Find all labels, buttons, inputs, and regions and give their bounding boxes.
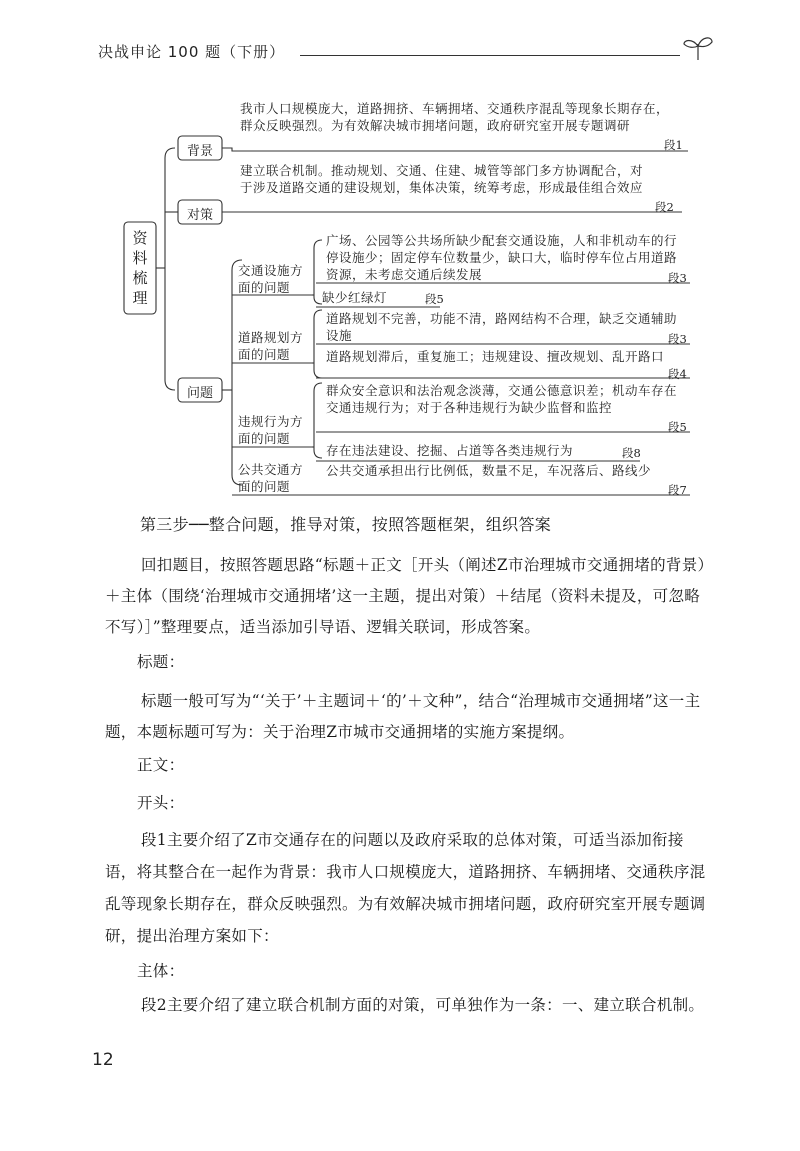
item-text: 缺少红绿灯: [322, 290, 388, 305]
item-text: 群众安全意识和法治观念淡薄，交通公德意识差；机动车存在交通违规行为；对于各种违规行为缺少监督和监控: [326, 383, 678, 415]
segment-ref: 段3: [668, 271, 687, 285]
branch-label-background: 背景: [186, 144, 213, 159]
branch-label-policy: 对策: [186, 208, 213, 223]
item-text: 广场、公园等公共场所缺少配套交通设施，人和非机动车的行停设施少；固定停车位数量少，缺口大，临时停车位占用道路资源，未考虑交通后续发展: [326, 233, 678, 282]
segment-ref: 段2: [655, 200, 674, 214]
page-number: 12: [92, 1050, 114, 1070]
segment-ref: 段5: [668, 420, 687, 434]
segment-ref: 段8: [622, 446, 641, 460]
item-text: 公共交通承担出行比例低，数量不足，车况落后、路线少: [326, 463, 652, 478]
paragraph: 标题一般可写为“‘关于’＋主题词＋‘的’＋文种”，结合“治理城市交通拥堵”这一主题，本题标题可写为：关于治理Z市城市交通拥堵的实施方案提纲。: [105, 692, 701, 741]
segment-ref: 段5: [425, 292, 444, 306]
paragraph: 回扣题目，按照答题思路“标题＋正文［开头（阐述Z市治理城市交通拥堵的背景）＋主体（围绕‘治理城市交通拥堵’这一主题，提出对策）＋结尾（资料未提及，可忽略不写）］”整理要点，适当添加引导语、逻辑关联词，形成答案。: [105, 556, 706, 636]
running-header-title: 决战申论 100 题（下册）: [98, 43, 286, 61]
mindmap-root-node: 资料梳理: [132, 229, 148, 307]
step-heading: 第三步──整合问题，推导对策，按照答题框架，组织答案: [140, 515, 552, 534]
label-body: 正文：: [137, 756, 185, 774]
item-text: 道路规划不完善，功能不清，路网结构不合理，缺乏交通辅助设施: [326, 311, 678, 343]
branch-label-problems: 问题: [186, 386, 213, 401]
item-text: 存在违法建设、挖掘、占道等各类违规行为: [326, 443, 574, 458]
segment-ref: 段7: [668, 483, 687, 497]
item-text: 道路规划滞后，重复施工；违规建设、擅改规划、乱开路口: [326, 349, 665, 364]
label-opening: 开头：: [137, 794, 185, 812]
segment-ref: 段3: [668, 332, 687, 346]
branch-text-policy: 建立联合机制。推动规划、交通、住建、城管等部门多方协调配合，对于涉及道路交通的建设规划，集体决策，统筹考虑，形成最佳组合效应: [240, 163, 644, 195]
sub-label-facilities: 交通设施方面的问题: [238, 263, 304, 295]
segment-ref: 段1: [664, 138, 683, 152]
label-main: 主体：: [137, 962, 185, 980]
paragraph: 段2主要介绍了建立联合机制方面的对策，可单独作为一条：一、建立联合机制。: [141, 996, 705, 1014]
sub-label-road-planning: 道路规划方面的问题: [238, 330, 304, 362]
sub-label-public-transport: 公共交通方面的问题: [238, 462, 304, 494]
segment-ref: 段4: [668, 367, 687, 381]
branch-text-background: 我市人口规模庞大，道路拥挤、车辆拥堵、交通秩序混乱等现象长期存在，群众反映强烈。为有效解决城市拥堵问题，政府研究室开展专题调研: [240, 101, 670, 133]
paragraph: 段1主要介绍了Z市交通存在的问题以及政府采取的总体对策，可适当添加衔接语，将其整合在一起作为背景：我市人口规模庞大，道路拥挤、车辆拥堵、交通秩序混乱等现象长期存在，群众反映强烈。为有效解决城市拥堵问题，政府研究室开展专题调研，提出治理方案如下：: [105, 831, 706, 945]
label-title: 标题：: [137, 653, 185, 671]
sub-label-violations: 违规行为方面的问题: [238, 414, 304, 446]
